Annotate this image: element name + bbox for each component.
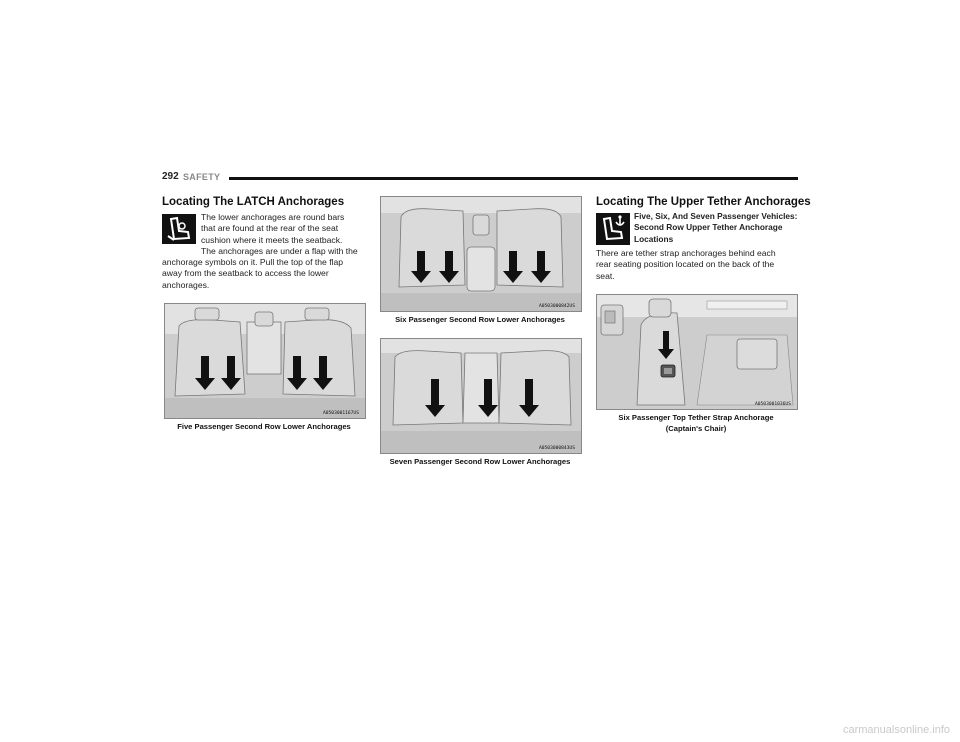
child-seat-lower-anchor-icon — [162, 214, 196, 244]
figure-code: A0503001036US — [755, 402, 791, 407]
footer-watermark-link[interactable]: carmanualsonline.info — [842, 724, 950, 736]
text-line: The anchorages are under a flap with the — [201, 246, 358, 257]
five-passenger-illustration — [164, 303, 366, 419]
text-line: There are tether strap anchorages behind each — [596, 248, 776, 258]
header-rule — [229, 177, 798, 180]
text-line: Second Row Upper Tether Anchorage — [634, 222, 783, 233]
seven-passenger-caption: Seven Passenger Second Row Lower Anchorages — [389, 457, 571, 466]
text-line: Locations — [634, 233, 674, 244]
text-line: seat. — [596, 270, 615, 281]
text-line: anchorages. — [162, 279, 210, 290]
text-line: rear seating position located on the back of the — [596, 259, 775, 270]
section-name: SAFETY — [183, 172, 221, 182]
text-line: away from the seatback to access the lower — [162, 268, 329, 279]
five-passenger-caption: Five Passenger Second Row Lower Anchorages — [177, 422, 351, 431]
tether-heading: Locating The Upper Tether Anchorages — [596, 196, 811, 208]
caption-line: (Captain's Chair) — [665, 424, 727, 433]
latch-paragraph-indented — [201, 212, 371, 258]
figure-code: A0503000842US — [539, 304, 575, 309]
figure-code: A0503001167US — [323, 411, 359, 416]
text-line: The lower anchorages are round bars — [201, 212, 345, 222]
page-number: 292 — [162, 171, 179, 182]
text-line: anchorage symbols on it. Pull the top of the flap — [162, 257, 344, 267]
seven-passenger-illustration — [380, 338, 582, 454]
latch-heading: Locating The LATCH Anchorages — [162, 196, 345, 208]
top-tether-illustration — [596, 294, 798, 410]
latch-paragraph-full — [162, 257, 372, 291]
child-seat-tether-anchor-icon — [596, 213, 630, 245]
text-line: that are found at the rear of the seat — [201, 223, 339, 234]
top-tether-caption — [596, 412, 796, 434]
figure-code: A0503000843US — [539, 446, 575, 451]
six-passenger-caption: Six Passenger Second Row Lower Anchorages — [395, 315, 565, 324]
text-line: Five, Six, And Seven Passenger Vehicles: — [634, 211, 798, 221]
tether-paragraph — [596, 248, 801, 282]
text-line: cushion where it meets the seatback. — [201, 234, 343, 245]
page-header — [162, 171, 798, 187]
caption-line: Six Passenger Top Tether Strap Anchorage — [618, 413, 774, 422]
tether-icon-text — [634, 211, 802, 245]
six-passenger-illustration — [380, 196, 582, 312]
